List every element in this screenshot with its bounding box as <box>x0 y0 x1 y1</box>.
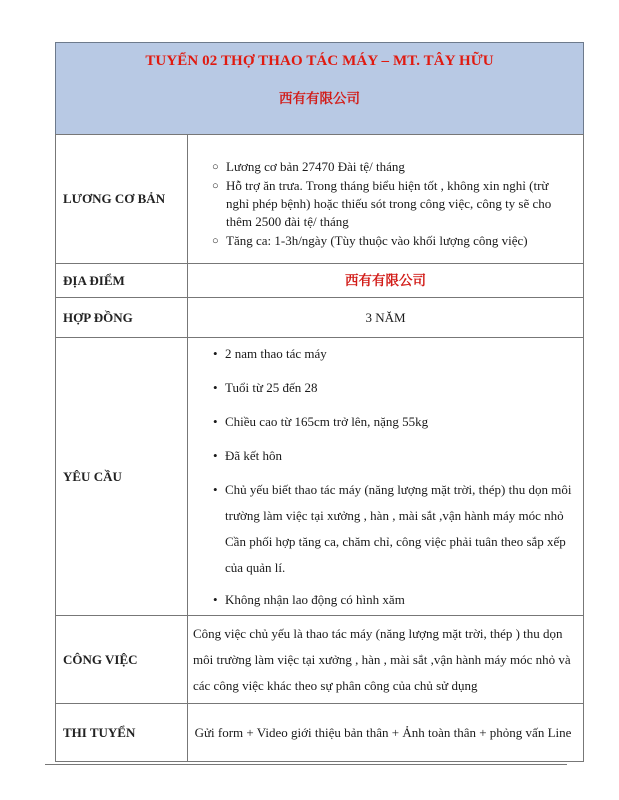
contract-value: 3 NĂM <box>188 298 584 338</box>
job-row <box>56 616 584 704</box>
list-item: ○ Lương cơ bản 27470 Đài tệ/ tháng <box>213 158 572 176</box>
header-banner <box>55 42 584 134</box>
recruitment-row <box>56 704 584 762</box>
list-item: • Tuổi từ 25 đến 28 <box>215 375 572 401</box>
job-label: CÔNG VIỆC <box>56 616 188 704</box>
list-item: ○ Hỗ trợ ăn trưa. Trong tháng biểu hiện tốt , không xin nghỉ (trừ nghỉ phép bệnh) hoặc thiếu sót trong công việc, công ty sẽ cho thêm 2500 đài tệ/ tháng <box>213 177 572 231</box>
contract-row <box>56 298 584 338</box>
list-item: ○ Tăng ca: 1-3h/ngày (Tùy thuộc vào khối lượng công việc) <box>213 232 572 250</box>
recruitment-description: Gửi form + Video giới thiệu bản thân + Ảnh toàn thân + phỏng vấn Line <box>188 704 584 762</box>
location-row <box>56 264 584 298</box>
salary-content <box>188 135 584 264</box>
salary-label: LƯƠNG CƠ BẢN <box>56 135 188 264</box>
list-item: • Không nhận lao động có hình xăm <box>215 587 572 613</box>
recruitment-label: THI TUYỂN <box>56 704 188 762</box>
requirements-list <box>189 341 582 613</box>
requirements-content <box>188 338 584 616</box>
job-description: Công việc chủ yếu là thao tác máy (năng lượng mặt trời, thép ) thu dọn môi trường làm việc tại xưởng , hàn , mài sắt ,vận hành máy móc nhỏ và các công việc khác theo sự phân công của chủ sử dụng <box>188 616 584 704</box>
requirements-row <box>56 338 584 616</box>
requirements-label: YÊU CẦU <box>56 338 188 616</box>
job-posting-sheet <box>55 42 584 762</box>
company-name: 西有有限公司 <box>279 91 360 107</box>
list-item: • 2 nam thao tác máy <box>215 341 572 367</box>
list-item: • Chủ yếu biết thao tác máy (năng lượng mặt trời, thép) thu dọn môi trường làm việc tại xưởng , hàn , mài sắt ,vận hành máy móc nhỏ Cần phối hợp tăng ca, chăm chỉ, công việc phải tuân theo sắp xếp của quản lí. <box>215 477 572 581</box>
bottom-rule <box>45 764 567 765</box>
posting-title: TUYỂN 02 THỢ THAO TÁC MÁY – MT. TÂY HỮU <box>145 53 494 69</box>
location-value: 西有有限公司 <box>345 272 426 289</box>
salary-list <box>189 158 582 250</box>
salary-row <box>56 135 584 264</box>
list-item: • Đã kết hôn <box>215 443 572 469</box>
job-details-table <box>55 134 584 762</box>
location-cell <box>188 264 584 298</box>
location-label: ĐỊA ĐIỂM <box>56 264 188 298</box>
list-item: • Chiều cao từ 165cm trở lên, nặng 55kg <box>215 409 572 435</box>
contract-label: HỢP ĐỒNG <box>56 298 188 338</box>
